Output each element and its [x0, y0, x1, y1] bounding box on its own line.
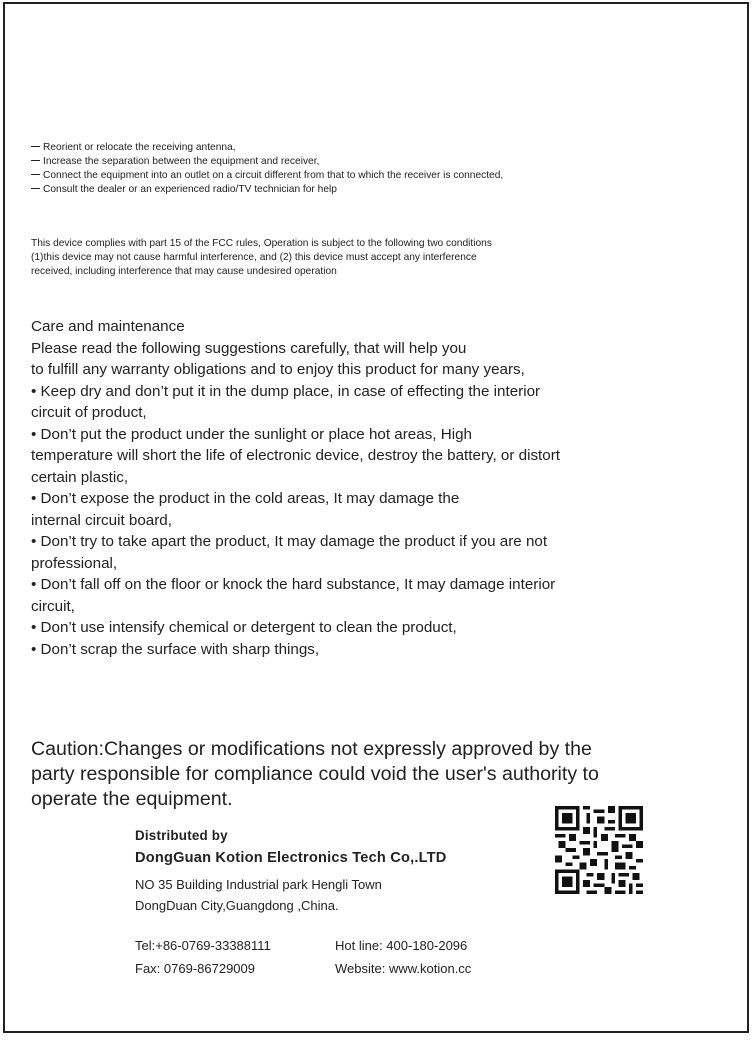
company-name: DongGuan Kotion Electronics Tech Co,.LTD — [135, 850, 447, 866]
dash-icon — [31, 146, 40, 148]
qr-code-icon — [555, 806, 643, 894]
list-item: Connect the equipment into an outlet on a circuit different from that to which the receiver is connected, — [31, 169, 731, 183]
compliance-line: (1)this device may not cause harmful interference, and (2) this device must accept any interference — [31, 252, 477, 263]
dash-icon — [31, 188, 40, 190]
list-item: Reorient or relocate the receiving antenna, — [31, 141, 731, 155]
care-line: • Don’t try to take apart the product, It may damage the product if you are not — [31, 533, 548, 550]
care-line: Please read the following suggestions carefully, that will help you — [31, 339, 467, 357]
fcc-compliance-statement — [31, 237, 731, 279]
distributed-by-label: Distributed by — [135, 828, 228, 843]
tel-number: Tel:+86-0769-33388111 — [135, 938, 271, 953]
dash-icon — [31, 174, 40, 176]
fax-number: Fax: 0769-86729009 — [135, 961, 255, 976]
care-line: • Don’t expose the product in the cold areas, It may damage the — [31, 490, 460, 507]
care-line: internal circuit board, — [31, 511, 172, 529]
caution-statement — [31, 737, 743, 812]
care-line: temperature will short the life of electronic device, destroy the battery, or distort — [31, 447, 560, 464]
website: Website: www.kotion.cc — [335, 961, 472, 976]
care-line: • Don’t put the product under the sunlight or place hot areas, High — [31, 425, 472, 443]
caution-line: party responsible for compliance could void the user's authority to — [31, 763, 599, 785]
hotline-number: Hot line: 400-180-2096 — [335, 938, 468, 953]
caution-line: operate the equipment. — [31, 788, 233, 810]
care-line: circuit, — [31, 597, 75, 615]
care-line: professional, — [31, 554, 118, 572]
care-line: circuit of product, — [31, 404, 147, 421]
care-line: • Don’t fall off on the floor or knock the hard substance, It may damage interior — [31, 576, 556, 593]
fcc-measures-list — [31, 141, 731, 197]
care-line: • Don’t scrap the surface with sharp things, — [31, 640, 320, 658]
care-heading: Care and maintenance — [31, 318, 185, 335]
care-line: certain plastic, — [31, 468, 129, 486]
compliance-line: received, including interference that may cause undesired operation — [31, 266, 337, 277]
contact-row — [135, 934, 695, 957]
contact-row — [135, 957, 695, 980]
address-line: NO 35 Building Industrial park Hengli Town — [135, 877, 382, 892]
compliance-line: This device complies with part 15 of the FCC rules, Operation is subject to the following two conditions — [31, 238, 492, 249]
dash-icon — [31, 160, 40, 162]
care-line: • Keep dry and don’t put it in the dump place, in case of effecting the interior — [31, 382, 541, 400]
list-item: Consult the dealer or an experienced radio/TV technician for help — [31, 183, 731, 197]
care-line: • Don’t use intensify chemical or detergent to clean the product, — [31, 619, 457, 636]
caution-line: Caution:Changes or modifications not expressly approved by the — [31, 738, 592, 760]
care-section — [31, 316, 743, 660]
page-frame — [3, 2, 749, 1033]
address-line: DongDuan City,Guangdong ,China. — [135, 898, 339, 913]
care-line: to fulfill any warranty obligations and to enjoy this product for many years, — [31, 361, 525, 378]
list-item: Increase the separation between the equipment and receiver, — [31, 155, 731, 169]
contact-info — [135, 934, 695, 980]
